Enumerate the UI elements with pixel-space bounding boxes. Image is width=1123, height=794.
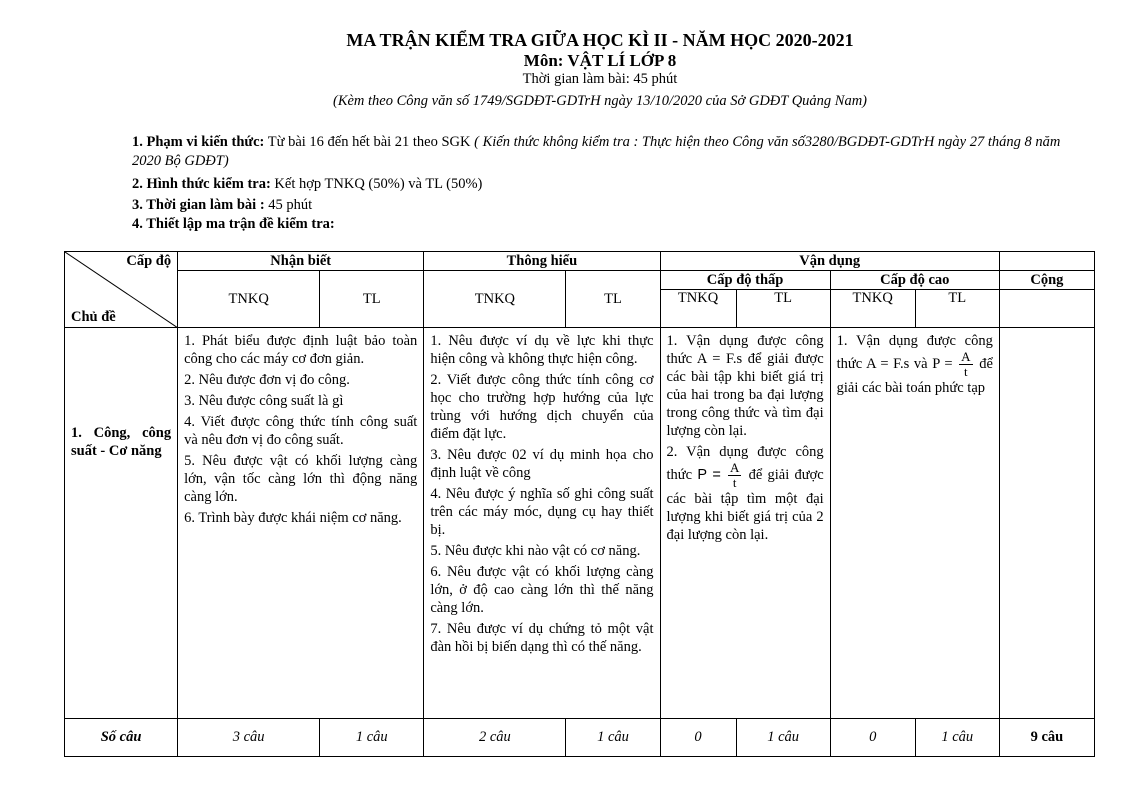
time-line: Thời gian làm bài: 45 phút [522,71,678,87]
topic-cell: 1. Công, công suất - Cơ năng [65,328,178,719]
header-van-dung: Vận dụng [660,252,999,271]
corner-level-label: Cấp độ [126,253,172,269]
count-nb-tnkq: 3 câu [178,719,320,757]
header-th-tnkq: TNKQ [424,271,566,328]
th-item: 2. Viết được công thức tính công cơ học cho trường hợp hướng của lực trùng với hướng dịch chuyển của điểm đặt lực. [430,372,654,442]
nb-item: 2. Nêu được đơn vị đo công. [184,372,350,388]
cao-fraction-den: t [964,364,968,379]
attachment-note: (Kèm theo Công văn số 1749/SGDĐT-GDTrH ngày 13/10/2020 của Sở GDĐT Quảng Nam) [332,93,868,109]
count-cao-tnkq: 0 [830,719,915,757]
thong-hieu-cell [424,328,660,719]
document-title: MA TRẬN KIỂM TRA GIỮA HỌC KÌ II - NĂM HỌC 2020-2021 [346,30,854,50]
header-cap-do-cao: Cấp độ cao [830,271,999,290]
form-section [132,175,1092,194]
count-nb-tl: 1 câu [320,719,424,757]
nb-item: 3. Nêu được công suất là gì [184,393,344,409]
subject-line: Môn: VẬT LÍ LỚP 8 [523,51,677,70]
header-th-tl: TL [566,271,660,328]
thap-fraction [728,461,741,490]
cong-cell [999,328,1094,719]
nb-item: 6. Trình bày được khái niệm cơ năng. [184,510,402,526]
header-thong-hieu: Thông hiểu [424,252,660,271]
count-total: 9 câu [999,719,1094,757]
form-text: Kết hợp TNKQ (50%) và TL (50%) [274,176,483,192]
thap-item-2 [667,443,824,544]
header-cong: Cộng [999,271,1094,290]
thap-formula-lhs: P = [697,466,721,483]
count-th-tnkq: 2 câu [424,719,566,757]
cao-fraction-num: A [961,349,971,364]
cap-do-cao-cell [830,328,999,719]
header-nb-tl: TL [320,271,424,328]
nb-item: 1. Phát biểu được định luật bảo toàn công cho các máy cơ đơn giản. [184,333,418,367]
count-th-tl: 1 câu [566,719,660,757]
nhan-biet-cell [178,328,424,719]
nb-item: 5. Nêu được vật có khối lượng càng lớn, vận tốc càng lớn thì động năng càng lớn. [184,453,418,505]
header-nb-tnkq: TNKQ [178,271,320,328]
header-blank [999,252,1094,271]
duration-label: 3. Thời gian làm bài : [132,197,265,213]
thap-fraction-den: t [732,475,737,490]
corner-cell [65,252,178,328]
th-item: 3. Nêu được 02 ví dụ minh họa cho định luật về công [430,447,654,481]
scope-label: 1. Phạm vi kiến thức: [132,134,265,150]
cao-post: để giải các bài toán phức tạp [836,355,993,396]
th-item: 5. Nêu được khi nào vật có cơ năng. [430,543,641,559]
thap-item-1: 1. Vận dụng được công thức A = F.s để giải được các bài tập khi biết giá trị của hai trong ba đại lượng trong công thức và tìm đại lượng còn lại. [666,333,824,439]
matrix-table [64,251,1095,757]
thap-item-2-post: để giải được các bài tập tìm một đại lượng khi biết giá trị của 2 đại lượng còn lại. [666,466,824,543]
thap-fraction-num: A [730,460,740,475]
form-label: 2. Hình thức kiểm tra: [132,176,271,192]
corner-topic-label: Chủ đề [71,309,116,325]
cao-formula: A = F.s và P = [866,355,953,372]
duration-text: 45 phút [268,197,313,213]
count-thap-tnkq: 0 [660,719,736,757]
header-cong-blank [999,290,1094,328]
header-cao-tl: TL [915,290,999,328]
th-item: 7. Nêu được ví dụ chứng tỏ một vật đàn hồi bị biến dạng thì có thế năng. [430,621,654,655]
header-thap-tl: TL [736,290,830,328]
th-item: 6. Nêu được vật có khối lượng càng lớn, ở độ cao càng lớn thì thế năng càng lớn. [430,564,654,616]
nb-item: 4. Viết được công thức tính công suất và nêu đơn vị đo công suất. [184,414,418,448]
count-thap-tl: 1 câu [736,719,830,757]
cao-pre: 1. Vận dụng được công thức [836,333,993,372]
th-item: 1. Nêu được ví dụ về lực khi thực hiện công và không thực hiện công. [430,333,654,367]
matrix-label: 4. Thiết lập ma trận đề kiểm tra: [132,216,335,232]
th-item: 4. Nêu được ý nghĩa số ghi công suất trên các máy móc, dụng cụ hay thiết bị. [430,486,654,538]
scope-section [132,133,1092,171]
thap-item-2-pre: 2. Vận dụng được công thức [666,444,824,483]
cao-item-1 [837,332,993,397]
count-cao-tl: 1 câu [915,719,999,757]
header-thap-tnkq: TNKQ [660,290,736,328]
cao-fraction [959,350,972,379]
header-cao-tnkq: TNKQ [830,290,915,328]
duration-section [132,196,1092,215]
so-cau-label: Số câu [65,719,178,757]
matrix-section [132,215,1092,234]
scope-text: Từ bài 16 đến hết bài 21 theo SGK [267,134,471,150]
header-nhan-biet: Nhận biết [178,252,424,271]
scope-note: ( Kiến thức không kiểm tra : Thực hiện theo Công văn số3280/BGDĐT-GDTrH ngày 27 tháng 8 năm 2020 Bộ GDĐT) [132,134,1061,169]
header-cap-do-thap: Cấp độ thấp [660,271,830,290]
cap-do-thap-cell [660,328,830,719]
